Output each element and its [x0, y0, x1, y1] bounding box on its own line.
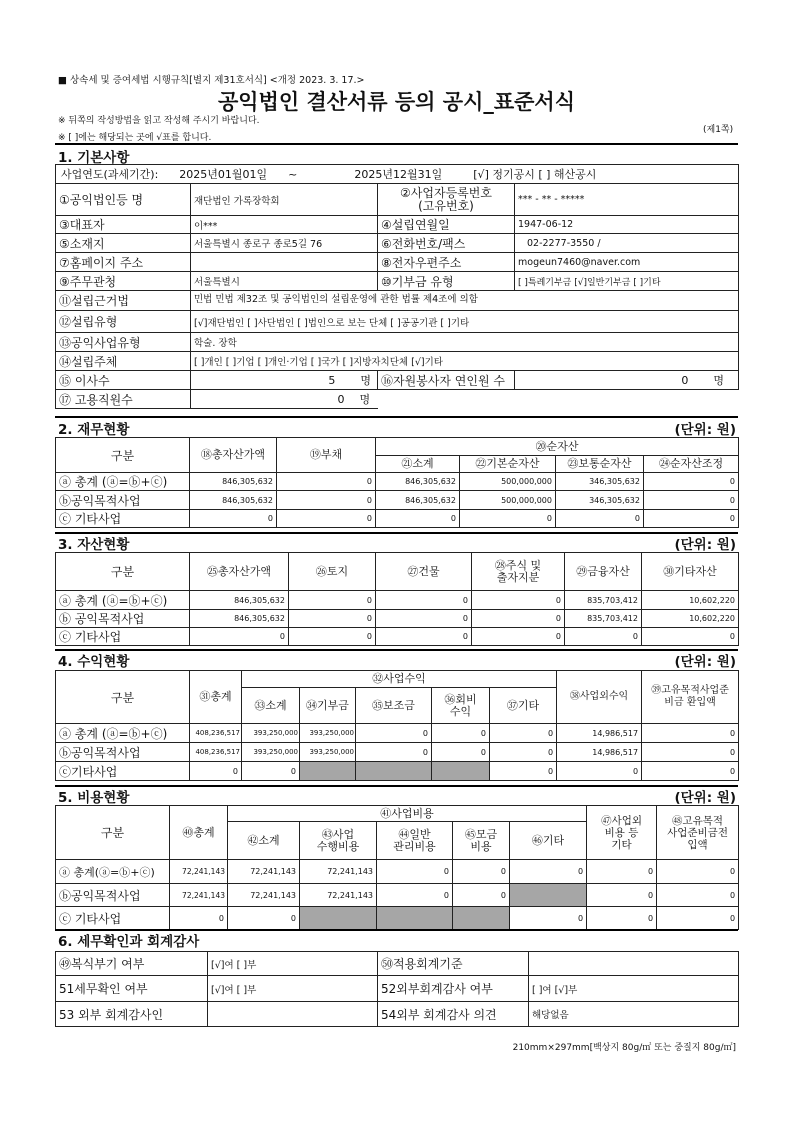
expense-h-nonbiz: ㊼사업외 비용 등 기타	[587, 806, 657, 860]
address-label: ⑤소재지	[56, 234, 191, 253]
basis-law-label: ⑪설립근거법	[56, 291, 191, 311]
finance-cell[interactable]: 346,305,632	[556, 491, 644, 510]
directors-value[interactable]: 5	[328, 374, 336, 387]
section-audit-title: 6. 세무확인과 회계감사	[58, 934, 200, 950]
revenue-cell[interactable]: 0	[490, 762, 557, 781]
expense-cell[interactable]: 72,241,143	[170, 884, 228, 907]
directors-unit: 명	[360, 374, 371, 387]
audit-table	[55, 951, 739, 1027]
finance-row-label: ⓒ 기타사업	[56, 510, 190, 528]
assets-table	[55, 552, 739, 646]
finance-cell[interactable]: 0	[277, 491, 376, 510]
assets-cell[interactable]: 10,602,220	[642, 610, 739, 628]
finance-h-adjust: ㉔순자산조정	[644, 456, 739, 473]
assets-cell[interactable]: 0	[642, 628, 739, 646]
email-value[interactable]: mogeun7460@naver.com	[515, 253, 739, 272]
business-type-value[interactable]: 학술. 장학	[191, 333, 739, 352]
table-row	[56, 884, 739, 907]
revenue-cell[interactable]: 0	[190, 762, 242, 781]
assets-cell[interactable]: 10,602,220	[642, 591, 739, 610]
assets-h-total: ㉕총자산가액	[190, 553, 289, 591]
expense-cell[interactable]: 0	[657, 884, 739, 907]
basic-info-table	[55, 164, 739, 409]
authority-label: ⑨주무관청	[56, 272, 191, 291]
volunteers-value[interactable]: 0	[681, 374, 689, 387]
assets-row-label: ⓒ 기타사업	[56, 628, 190, 646]
phone-label: ⑥전화번호/팩스	[378, 234, 515, 253]
establish-type-value[interactable]: [√]재단법인 [ ]사단법인 [ ]법인으로 보는 단체 [ ]공공기관 [ ]기타	[191, 311, 739, 333]
period-label: 사업연도(과세기간):	[61, 168, 159, 181]
finance-cell[interactable]: 0	[644, 473, 739, 491]
disclosure-type[interactable]: [√] 정기공시 [ ] 해산공시	[473, 168, 597, 181]
expense-cell-disabled	[510, 884, 587, 907]
extaudit-label: 52외부회계감사 여부	[378, 976, 529, 1002]
finance-unit: (단위: 원)	[674, 422, 736, 438]
finance-cell[interactable]: 846,305,632	[376, 491, 460, 510]
finance-cell[interactable]: 846,305,632	[190, 473, 277, 491]
revenue-h-subsidy: ㉟보조금	[356, 688, 432, 724]
expense-h-general: ㊹일반 관리비용	[377, 822, 453, 860]
revenue-h-business: ㉜사업수익	[242, 671, 557, 688]
expense-row-label: ⓑ공익목적사업	[56, 884, 170, 907]
revenue-cell[interactable]: 0	[642, 743, 739, 762]
revenue-cell[interactable]: 0	[242, 762, 300, 781]
section-expense-title: 5. 비용현황	[58, 790, 130, 806]
revenue-cell-disabled	[300, 762, 356, 781]
revenue-cell[interactable]: 0	[356, 743, 432, 762]
founded-label: ④설립연월일	[378, 216, 515, 234]
expense-h-perform: ㊸사업 수행비용	[300, 822, 377, 860]
finance-cell[interactable]: 0	[644, 510, 739, 528]
assets-cell[interactable]: 846,305,632	[190, 591, 289, 610]
assets-h-land: ㉖토지	[289, 553, 376, 591]
assets-cell[interactable]: 0	[289, 591, 376, 610]
finance-h-subtotal: ㉑소계	[376, 456, 460, 473]
section-finance-title: 2. 재무현황	[58, 422, 130, 438]
revenue-row-label: ⓐ 총계 (ⓐ=ⓑ+ⓒ)	[56, 724, 190, 743]
volunteers-label: ⑯자원봉사자 연인원 수	[378, 371, 515, 390]
assets-h-building: ㉗건물	[376, 553, 472, 591]
period-end[interactable]: 2025년12월31일	[354, 168, 443, 181]
expense-cell[interactable]: 0	[377, 860, 453, 884]
donation-type-value[interactable]: [ ]특례기부금 [√]일반기부금 [ ]기타	[515, 272, 739, 291]
name-label: ①공익법인등 명	[56, 184, 191, 216]
bookkeeping-value[interactable]: [√]여 [ ]부	[208, 952, 378, 976]
revenue-cell[interactable]: 393,250,000	[242, 743, 300, 762]
assets-cell[interactable]: 0	[376, 610, 472, 628]
finance-h-ordinary: ㉓보통순자산	[556, 456, 644, 473]
finance-cell[interactable]: 500,000,000	[460, 491, 556, 510]
finance-cell[interactable]: 0	[277, 510, 376, 528]
expense-h-subtotal: ㊷소계	[228, 822, 300, 860]
revenue-h-other: ㊲기타	[490, 688, 557, 724]
section-assets-title: 3. 자산현황	[58, 537, 130, 553]
period-start[interactable]: 2025년01월01일	[179, 168, 268, 181]
assets-h-other: ㉚기타자산	[642, 553, 739, 591]
assets-h-category: 구분	[56, 553, 190, 591]
expense-cell[interactable]: 0	[510, 860, 587, 884]
expense-cell-disabled	[300, 907, 377, 930]
table-row	[56, 610, 739, 628]
revenue-h-donation: ㉞기부금	[300, 688, 356, 724]
section-basic-title: 1. 기본사항	[58, 150, 130, 166]
taxcheck-label: 51세무확인 여부	[56, 976, 208, 1002]
donation-type-label: ⑩기부금 유형	[378, 272, 515, 291]
table-row	[56, 907, 739, 930]
finance-cell[interactable]: 846,305,632	[376, 473, 460, 491]
employees-unit: 명	[359, 393, 371, 406]
finance-cell[interactable]: 500,000,000	[460, 473, 556, 491]
taxcheck-value[interactable]: [√]여 [ ]부	[208, 976, 378, 1002]
homepage-value[interactable]	[191, 253, 378, 272]
expense-cell-disabled	[453, 907, 510, 930]
finance-h-net-assets: ⑳순자산	[376, 438, 739, 456]
page-label: (제1쪽)	[703, 125, 734, 135]
finance-h-liabilities: ⑲부채	[277, 438, 376, 473]
finance-h-category: 구분	[56, 438, 190, 473]
table-row	[56, 628, 739, 646]
section-revenue-title: 4. 수익현황	[58, 654, 130, 670]
revenue-cell[interactable]: 393,250,000	[300, 724, 356, 743]
revenue-cell[interactable]: 0	[490, 743, 557, 762]
revenue-unit: (단위: 원)	[674, 654, 736, 670]
expense-h-total: ㊵총계	[170, 806, 228, 860]
auditor-value[interactable]	[208, 1002, 378, 1027]
expense-cell[interactable]: 0	[657, 907, 739, 930]
table-row	[56, 591, 739, 610]
note-read-instructions: ※ 뒤쪽의 작성방법을 읽고 작성해 주시기 바랍니다.	[58, 116, 260, 126]
expense-cell[interactable]: 0	[228, 907, 300, 930]
expense-cell[interactable]: 0	[657, 860, 739, 884]
finance-row-label: ⓐ 총계 (ⓐ=ⓑ+ⓒ)	[56, 473, 190, 491]
bookkeeping-label: ㊾복식부기 여부	[56, 952, 208, 976]
revenue-cell-disabled	[356, 762, 432, 781]
assets-row-label: ⓑ 공익목적사업	[56, 610, 190, 628]
revenue-h-nonbiz: ㊳사업외수익	[557, 671, 642, 724]
finance-cell[interactable]: 0	[644, 491, 739, 510]
assets-cell[interactable]: 0	[376, 628, 472, 646]
establish-type-label: ⑫설립유형	[56, 311, 191, 333]
assets-cell[interactable]: 846,305,632	[190, 610, 289, 628]
authority-value[interactable]: 서울특별시	[191, 272, 378, 291]
table-row	[56, 762, 739, 781]
bizno-value[interactable]: *** - ** - *****	[515, 184, 739, 216]
founded-value[interactable]: 1947-06-12	[515, 216, 739, 234]
expense-h-reserve: ㊽고유목적 사업준비금전 입액	[657, 806, 739, 860]
finance-cell[interactable]: 846,305,632	[190, 491, 277, 510]
assets-cell[interactable]: 0	[472, 591, 565, 610]
finance-cell[interactable]: 0	[277, 473, 376, 491]
finance-cell[interactable]: 0	[376, 510, 460, 528]
expense-cell[interactable]: 72,241,143	[300, 884, 377, 907]
assets-unit: (단위: 원)	[674, 537, 736, 553]
expense-cell[interactable]: 0	[377, 884, 453, 907]
expense-h-category: 구분	[56, 806, 170, 860]
employees-label: ⑰ 고용직원수	[56, 390, 191, 409]
assets-cell[interactable]: 0	[472, 628, 565, 646]
finance-cell[interactable]: 0	[460, 510, 556, 528]
finance-row-label: ⓑ공익목적사업	[56, 491, 190, 510]
law-reference: ■ 상속세 및 증여세법 시행규칙[별지 제31호서식] <개정 2023. 3. 17.>	[58, 75, 365, 86]
name-value[interactable]: 재단법인 가록장학회	[191, 184, 378, 216]
expense-h-fundraise: ㊺모금 비용	[453, 822, 510, 860]
table-row	[56, 724, 739, 743]
finance-h-total-assets: ⑱총자산가액	[190, 438, 277, 473]
founder-value[interactable]: [ ]개인 [ ]기업 [ ]개인·기업 [ ]국가 [ ]지방자치단체 [√]기타	[191, 352, 739, 371]
opinion-value[interactable]: 해당없음	[529, 1002, 739, 1027]
assets-cell[interactable]: 0	[289, 610, 376, 628]
revenue-cell[interactable]: 408,236,517	[190, 743, 242, 762]
expense-cell[interactable]: 0	[453, 860, 510, 884]
assets-cell[interactable]: 0	[565, 628, 642, 646]
finance-h-basic: ㉒기본순자산	[460, 456, 556, 473]
revenue-cell[interactable]: 14,986,517	[557, 724, 642, 743]
employees-value[interactable]: 0	[337, 393, 345, 406]
revenue-cell[interactable]: 0	[557, 762, 642, 781]
revenue-cell[interactable]: 393,250,000	[300, 743, 356, 762]
standard-value[interactable]	[529, 952, 739, 976]
expense-table	[55, 805, 739, 930]
expense-cell[interactable]: 0	[587, 907, 657, 930]
note-check-mark: ※ [ ]에는 해당되는 곳에 √표를 합니다.	[58, 133, 212, 143]
opinion-label: 54외부 회계감사 의견	[378, 1002, 529, 1027]
extaudit-value[interactable]: [ ]여 [√]부	[529, 976, 739, 1002]
expense-cell[interactable]: 72,241,143	[300, 860, 377, 884]
revenue-cell[interactable]: 0	[642, 762, 739, 781]
assets-h-financial: ㉙금융자산	[565, 553, 642, 591]
standard-label: ㊿적용회계기준	[378, 952, 529, 976]
table-row	[56, 743, 739, 762]
assets-cell[interactable]: 835,703,412	[565, 591, 642, 610]
revenue-cell[interactable]: 408,236,517	[190, 724, 242, 743]
finance-cell[interactable]: 0	[556, 510, 644, 528]
expense-row-label: ⓒ 기타사업	[56, 907, 170, 930]
finance-table	[55, 437, 739, 528]
volunteers-unit: 명	[713, 374, 724, 387]
phone-value[interactable]: 02-2277-3550 /	[515, 234, 739, 253]
expense-cell[interactable]: 0	[587, 884, 657, 907]
expense-cell[interactable]: 0	[453, 884, 510, 907]
directors-label: ⑮ 이사수	[56, 371, 191, 390]
expense-cell[interactable]: 72,241,143	[170, 860, 228, 884]
basis-law-value[interactable]: 민법 민법 제32조 및 공익법인의 설립운영에 관한 법률 제4조에 의함	[191, 291, 739, 311]
expense-unit: (단위: 원)	[674, 790, 736, 806]
finance-cell[interactable]: 346,305,632	[556, 473, 644, 491]
assets-row-label: ⓐ 총계 (ⓐ=ⓑ+ⓒ)	[56, 591, 190, 610]
revenue-cell[interactable]: 0	[432, 724, 490, 743]
assets-cell[interactable]: 835,703,412	[565, 610, 642, 628]
revenue-row-label: ⓒ기타사업	[56, 762, 190, 781]
expense-cell[interactable]: 0	[587, 860, 657, 884]
expense-cell[interactable]: 0	[170, 907, 228, 930]
revenue-h-fee: ㊱회비 수익	[432, 688, 490, 724]
auditor-label: 53 외부 회계감사인	[56, 1002, 208, 1027]
revenue-cell[interactable]: 0	[432, 743, 490, 762]
expense-cell[interactable]: 72,241,143	[228, 884, 300, 907]
revenue-h-reserve: ㊴고유목적사업준 비금 환입액	[642, 671, 739, 724]
paper-size-note: 210mm×297mm[백상지 80g/㎡ 또는 중질지 80g/㎡]	[512, 1043, 736, 1053]
assets-cell[interactable]: 0	[472, 610, 565, 628]
table-row	[56, 860, 739, 884]
address-value[interactable]: 서울특별시 종로구 종로5길 76	[191, 234, 378, 253]
finance-cell[interactable]: 0	[190, 510, 277, 528]
assets-cell[interactable]: 0	[190, 628, 289, 646]
period-row	[56, 165, 739, 184]
expense-cell[interactable]: 72,241,143	[228, 860, 300, 884]
business-type-label: ⑬공익사업유형	[56, 333, 191, 352]
page-title: 공익법인 결산서류 등의 공시_표준서식	[217, 90, 575, 114]
assets-cell[interactable]: 0	[376, 591, 472, 610]
revenue-table	[55, 670, 739, 781]
revenue-h-category: 구분	[56, 671, 190, 724]
expense-cell-disabled	[377, 907, 453, 930]
expense-h-business: ㊶사업비용	[228, 806, 587, 822]
table-row	[56, 473, 739, 491]
revenue-h-subtotal: ㉝소계	[242, 688, 300, 724]
revenue-cell[interactable]: 0	[490, 724, 557, 743]
revenue-cell[interactable]: 14,986,517	[557, 743, 642, 762]
table-row	[56, 491, 739, 510]
revenue-cell[interactable]: 393,250,000	[242, 724, 300, 743]
assets-h-stock: ㉘주식 및 출자지분	[472, 553, 565, 591]
founder-label: ⑭설립주체	[56, 352, 191, 371]
bizno-label: ②사업자등록번호 (고유번호)	[378, 184, 515, 216]
period-separator: ~	[288, 168, 298, 181]
expense-h-other: ㊻기타	[510, 822, 587, 860]
revenue-h-total: ㉛총계	[190, 671, 242, 724]
table-row	[56, 510, 739, 528]
representative-label: ③대표자	[56, 216, 191, 234]
revenue-cell[interactable]: 0	[642, 724, 739, 743]
representative-value[interactable]: 이***	[191, 216, 378, 234]
revenue-cell[interactable]: 0	[356, 724, 432, 743]
assets-cell[interactable]: 0	[289, 628, 376, 646]
revenue-row-label: ⓑ공익목적사업	[56, 743, 190, 762]
revenue-cell-disabled	[432, 762, 490, 781]
email-label: ⑧전자우편주소	[378, 253, 515, 272]
expense-row-label: ⓐ 총계(ⓐ=ⓑ+ⓒ)	[56, 860, 170, 884]
expense-cell[interactable]: 0	[510, 907, 587, 930]
homepage-label: ⑦홈페이지 주소	[56, 253, 191, 272]
